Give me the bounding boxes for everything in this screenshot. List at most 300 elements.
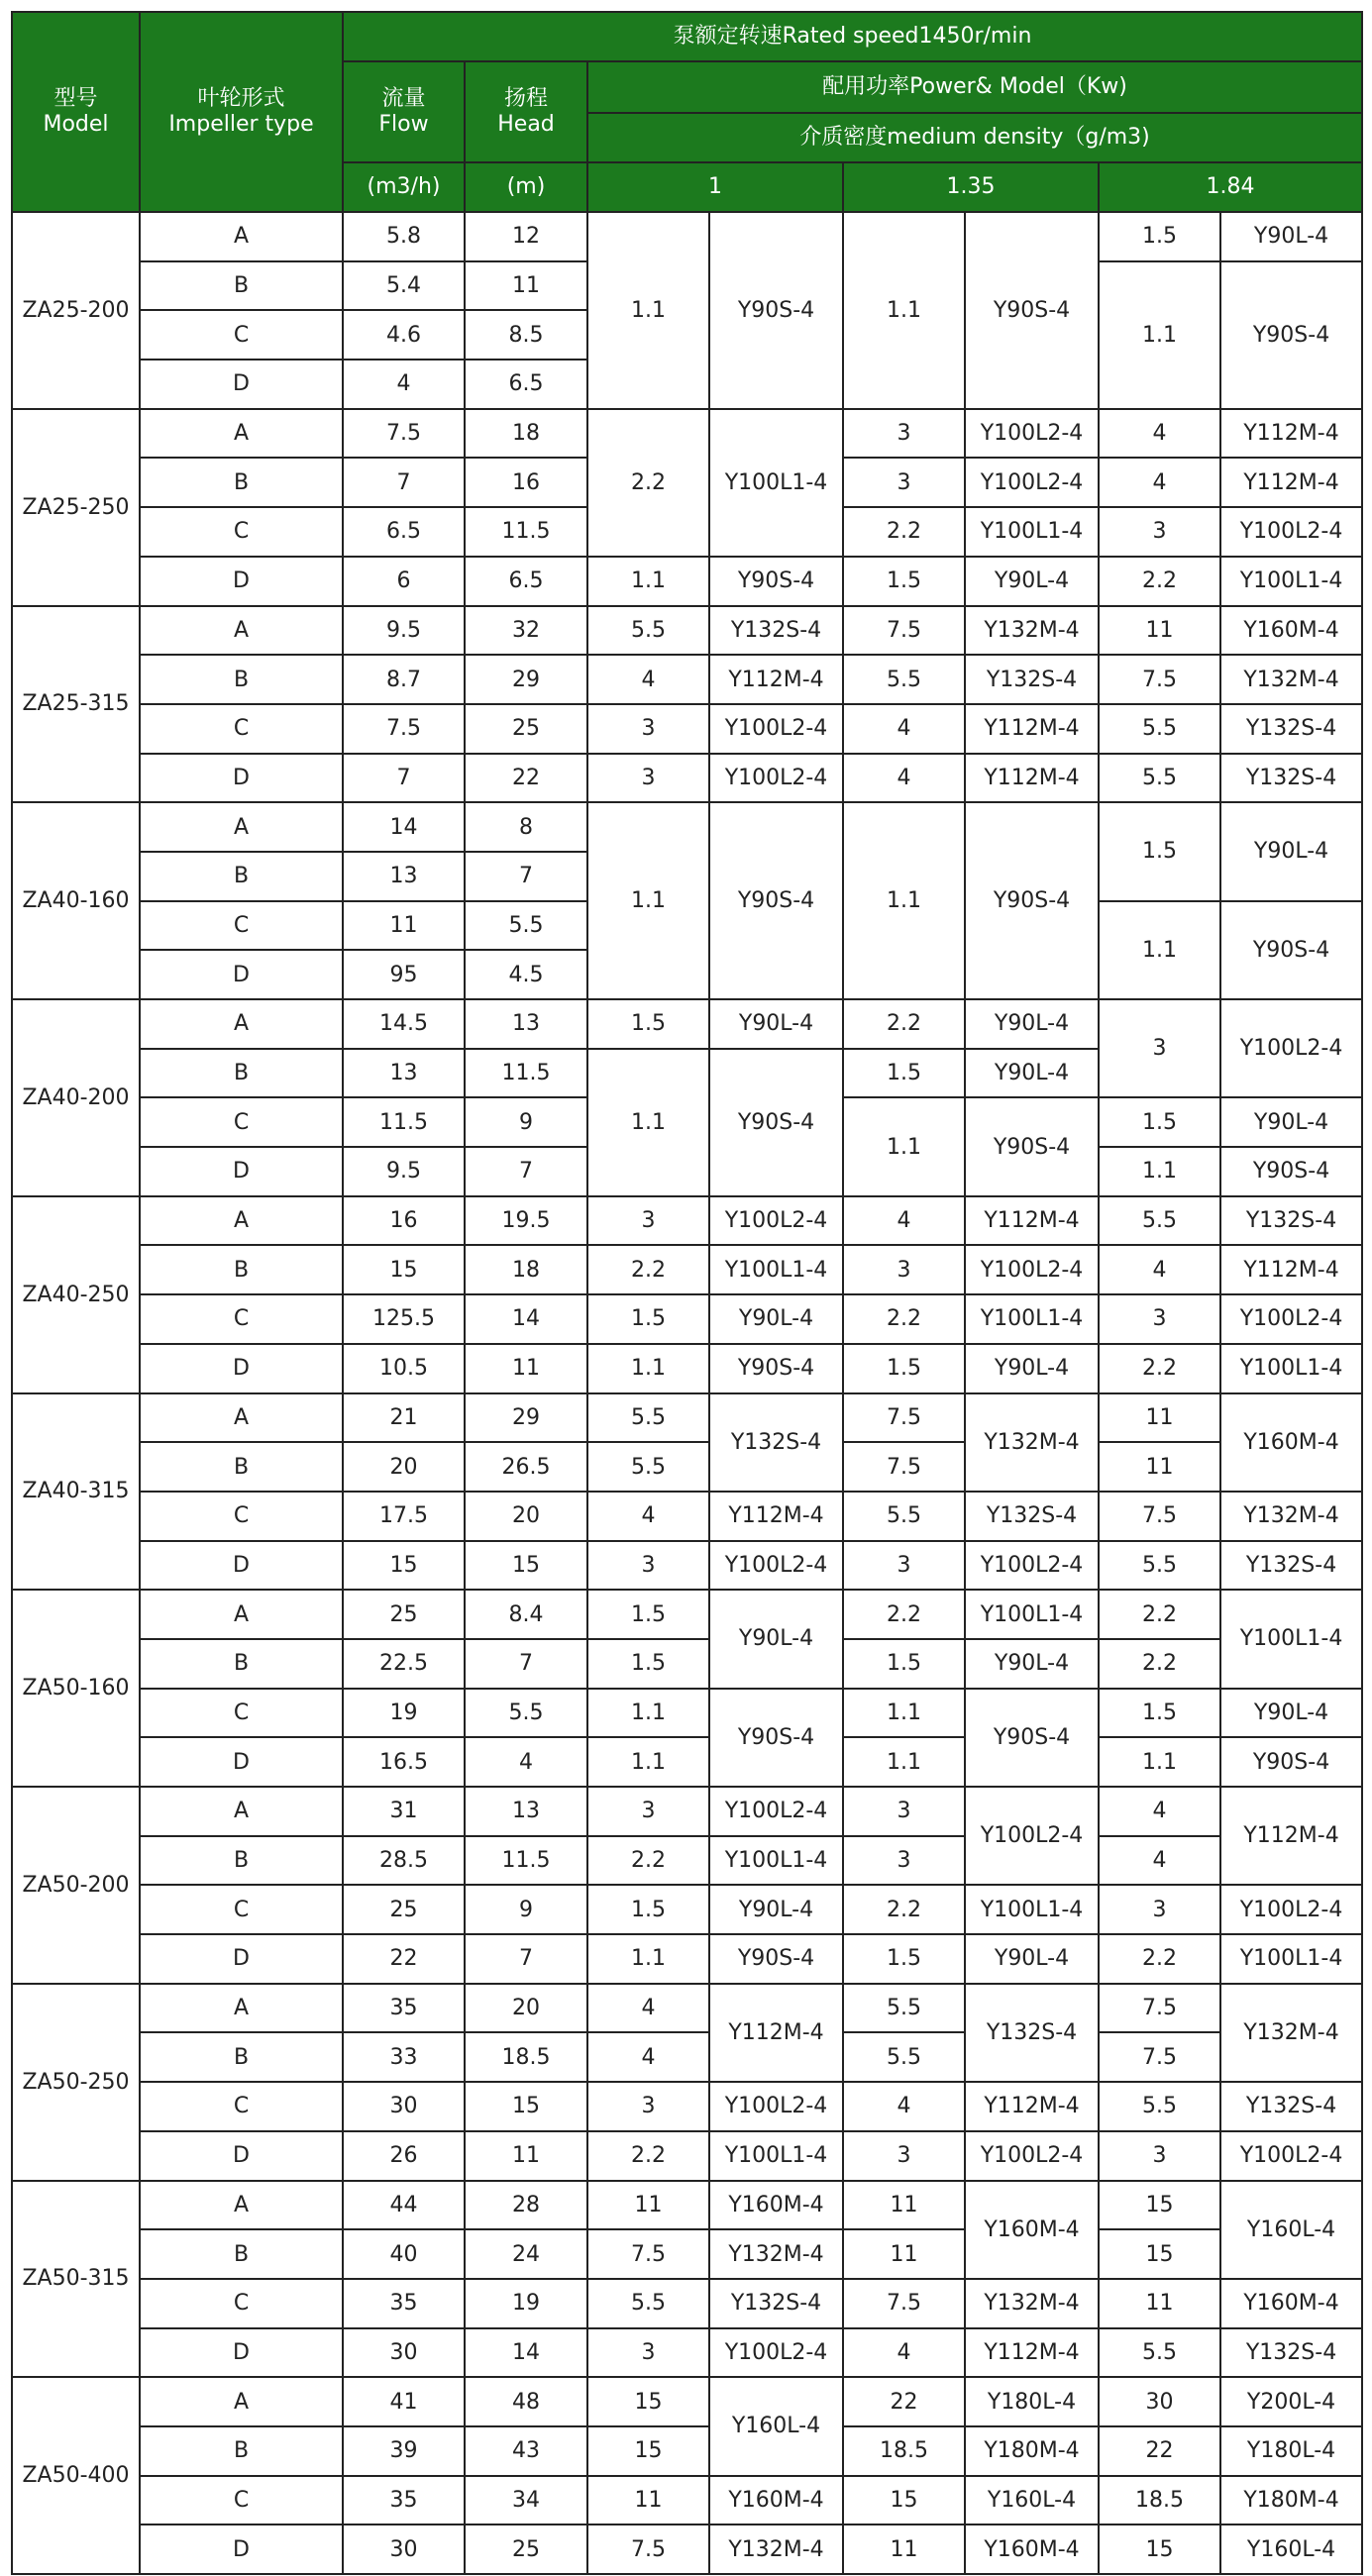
head-cell: 29	[465, 655, 587, 704]
power-model-cell: 2.2	[587, 1245, 709, 1294]
head-cell: 20	[465, 1492, 587, 1541]
power-model-cell: Y90S-4	[709, 1934, 843, 1984]
table-row	[12, 999, 1362, 1049]
head-cell: 9	[465, 1885, 587, 1934]
power-model-cell: Y90L-4	[1220, 802, 1362, 900]
flow-cell: 125.5	[343, 1294, 465, 1344]
power-model-cell: 1.1	[587, 802, 709, 999]
power-model-cell: 1.5	[587, 1885, 709, 1934]
power-model-cell: Y132S-4	[1220, 2328, 1362, 2378]
power-model-cell: Y132M-4	[1220, 1984, 1362, 2082]
flow-cell: 28.5	[343, 1836, 465, 1886]
head-cell: 8.4	[465, 1590, 587, 1639]
head-cell: 6.5	[465, 557, 587, 606]
power-model-cell: Y112M-4	[1220, 409, 1362, 459]
flow-cell: 7	[343, 754, 465, 803]
head-cell: 22	[465, 754, 587, 803]
power-model-cell: Y132M-4	[709, 2229, 843, 2279]
impeller-cell: D	[140, 1934, 343, 1984]
power-model-cell: 3	[843, 409, 965, 459]
head-cell: 18.5	[465, 2032, 587, 2082]
power-model-cell: Y132S-4	[709, 2279, 843, 2328]
head-cell: 24	[465, 2229, 587, 2279]
flow-cell: 39	[343, 2426, 465, 2476]
impeller-cell: B	[140, 1639, 343, 1689]
power-model-cell: Y112M-4	[965, 2082, 1099, 2131]
power-model-cell: Y160M-4	[1220, 1393, 1362, 1492]
head-cell: 43	[465, 2426, 587, 2476]
impeller-cell: C	[140, 901, 343, 951]
header-density-1-84: 1.84	[1099, 162, 1362, 212]
model-cell: ZA40-315	[12, 1393, 140, 1591]
power-model-cell: 1.5	[1099, 1097, 1220, 1147]
flow-cell: 44	[343, 2181, 465, 2230]
power-model-cell: 15	[843, 2476, 965, 2525]
flow-cell: 8.7	[343, 655, 465, 704]
header-head-unit: (m)	[465, 162, 587, 212]
table-row	[12, 704, 1362, 754]
power-model-cell: 2.2	[587, 409, 709, 557]
power-model-cell: Y180M-4	[1220, 2476, 1362, 2525]
power-model-cell: Y112M-4	[1220, 1245, 1362, 1294]
power-model-cell: 4	[587, 1492, 709, 1541]
power-model-cell: Y160L-4	[965, 2476, 1099, 2525]
power-model-cell: 1.5	[587, 1590, 709, 1639]
power-model-cell: 4	[1099, 1245, 1220, 1294]
table-row	[12, 2229, 1362, 2279]
power-model-cell: Y90L-4	[965, 1344, 1099, 1393]
power-model-cell: Y100L1-4	[965, 507, 1099, 557]
power-model-cell: Y90S-4	[709, 1344, 843, 1393]
power-model-cell: Y100L2-4	[709, 704, 843, 754]
power-model-cell: Y100L2-4	[965, 458, 1099, 507]
power-model-cell: 3	[843, 1541, 965, 1591]
head-cell: 7	[465, 1147, 587, 1196]
power-model-cell: 7.5	[843, 606, 965, 656]
power-model-cell: Y160M-4	[709, 2476, 843, 2525]
power-model-cell: Y100L2-4	[709, 2082, 843, 2131]
power-model-cell: Y90L-4	[709, 999, 843, 1049]
power-model-cell: 3	[587, 704, 709, 754]
power-model-cell: 1.1	[1099, 1147, 1220, 1196]
power-model-cell: 1.5	[587, 1294, 709, 1344]
model-cell: ZA40-200	[12, 999, 140, 1196]
header-density-1-35: 1.35	[843, 162, 1099, 212]
power-model-cell: Y100L1-4	[709, 2131, 843, 2181]
power-model-cell: 15	[587, 2426, 709, 2476]
power-model-cell: 1.5	[843, 1934, 965, 1984]
table-row	[12, 557, 1362, 606]
flow-cell: 5.4	[343, 261, 465, 311]
power-model-cell: 1.1	[587, 1737, 709, 1787]
table-row	[12, 2131, 1362, 2181]
flow-cell: 22	[343, 1934, 465, 1984]
power-model-cell: 1.1	[587, 557, 709, 606]
impeller-cell: A	[140, 802, 343, 852]
power-model-cell: Y100L2-4	[965, 1245, 1099, 1294]
power-model-cell: Y90S-4	[965, 802, 1099, 999]
table-row	[12, 2377, 1362, 2426]
power-model-cell: Y112M-4	[965, 704, 1099, 754]
table-row	[12, 409, 1362, 459]
head-cell: 48	[465, 2377, 587, 2426]
power-model-cell: 5.5	[1099, 754, 1220, 803]
power-model-cell: 15	[1099, 2229, 1220, 2279]
header-power-model: 配用功率Power& Model（Kw)	[587, 61, 1362, 113]
power-model-cell: Y132M-4	[1220, 655, 1362, 704]
flow-cell: 20	[343, 1442, 465, 1492]
power-model-cell: Y160L-4	[709, 2377, 843, 2475]
power-model-cell: Y132M-4	[965, 1393, 1099, 1492]
head-cell: 11.5	[465, 1049, 587, 1098]
head-cell: 11	[465, 2131, 587, 2181]
impeller-cell: A	[140, 1196, 343, 1246]
flow-cell: 5.8	[343, 212, 465, 261]
flow-cell: 6	[343, 557, 465, 606]
head-cell: 19	[465, 2279, 587, 2328]
power-model-cell: Y160L-4	[1220, 2181, 1362, 2279]
power-model-cell: Y112M-4	[965, 754, 1099, 803]
flow-cell: 7.5	[343, 704, 465, 754]
flow-cell: 25	[343, 1590, 465, 1639]
power-model-cell: 3	[1099, 2131, 1220, 2181]
table-row	[12, 1245, 1362, 1294]
power-model-cell: 1.5	[843, 1344, 965, 1393]
impeller-cell: D	[140, 2131, 343, 2181]
power-model-cell: 2.2	[843, 1885, 965, 1934]
impeller-cell: D	[140, 2524, 343, 2574]
power-model-cell: Y90S-4	[709, 212, 843, 409]
power-model-cell: Y100L1-4	[1220, 1590, 1362, 1688]
power-model-cell: 3	[587, 2082, 709, 2131]
table-row	[12, 2328, 1362, 2378]
power-model-cell: 22	[843, 2377, 965, 2426]
power-model-cell: 1.5	[843, 557, 965, 606]
impeller-cell: B	[140, 458, 343, 507]
power-model-cell: 1.1	[843, 802, 965, 999]
power-model-cell: Y132S-4	[965, 655, 1099, 704]
power-model-cell: 4	[1099, 1836, 1220, 1886]
power-model-cell: 3	[1099, 999, 1220, 1097]
power-model-cell: 4	[587, 655, 709, 704]
power-model-cell: 3	[843, 1787, 965, 1836]
power-model-cell: Y100L1-4	[1220, 1344, 1362, 1393]
power-model-cell: Y100L2-4	[965, 2131, 1099, 2181]
power-model-cell: 4	[843, 1196, 965, 1246]
table-row	[12, 1541, 1362, 1591]
flow-cell: 9.5	[343, 1147, 465, 1196]
impeller-cell: A	[140, 409, 343, 459]
head-cell: 16	[465, 458, 587, 507]
power-model-cell: Y100L2-4	[965, 409, 1099, 459]
flow-cell: 40	[343, 2229, 465, 2279]
power-model-cell: Y132M-4	[1220, 1492, 1362, 1541]
power-model-cell: Y132S-4	[1220, 704, 1362, 754]
power-model-cell: Y100L1-4	[1220, 1934, 1362, 1984]
power-model-cell: Y90L-4	[1220, 1097, 1362, 1147]
power-model-cell: 7.5	[1099, 1984, 1220, 2033]
impeller-cell: D	[140, 1541, 343, 1591]
power-model-cell: Y132S-4	[965, 1984, 1099, 2082]
power-model-cell: Y100L2-4	[709, 754, 843, 803]
power-model-cell: 2.2	[1099, 1934, 1220, 1984]
power-model-cell: Y160M-4	[1220, 606, 1362, 656]
table-row	[12, 2181, 1362, 2230]
flow-cell: 26	[343, 2131, 465, 2181]
power-model-cell: Y112M-4	[965, 1196, 1099, 1246]
power-model-cell: Y100L1-4	[709, 409, 843, 557]
head-cell: 25	[465, 2524, 587, 2574]
power-model-cell: Y160L-4	[1220, 2524, 1362, 2574]
power-model-cell: 7.5	[587, 2524, 709, 2574]
head-cell: 5.5	[465, 901, 587, 951]
flow-cell: 11	[343, 901, 465, 951]
flow-cell: 30	[343, 2328, 465, 2378]
flow-cell: 21	[343, 1393, 465, 1443]
power-model-cell: Y90L-4	[709, 1590, 843, 1688]
power-model-cell: 7.5	[1099, 1492, 1220, 1541]
power-model-cell: 3	[587, 754, 709, 803]
power-model-cell: Y132M-4	[709, 2524, 843, 2574]
table-row	[12, 1590, 1362, 1639]
flow-cell: 22.5	[343, 1639, 465, 1689]
power-model-cell: Y100L2-4	[1220, 507, 1362, 557]
impeller-cell: D	[140, 754, 343, 803]
power-model-cell: 22	[1099, 2426, 1220, 2476]
power-model-cell: Y160M-4	[1220, 2279, 1362, 2328]
impeller-cell: A	[140, 212, 343, 261]
power-model-cell: 2.2	[843, 999, 965, 1049]
power-model-cell: 7.5	[843, 2279, 965, 2328]
impeller-cell: B	[140, 2032, 343, 2082]
power-model-cell: Y90S-4	[1220, 1147, 1362, 1196]
head-cell: 11.5	[465, 1836, 587, 1886]
impeller-cell: A	[140, 606, 343, 656]
power-model-cell: Y100L1-4	[709, 1836, 843, 1886]
power-model-cell: 4	[843, 754, 965, 803]
impeller-cell: C	[140, 704, 343, 754]
power-model-cell: Y90S-4	[965, 1097, 1099, 1195]
power-model-cell: Y100L2-4	[1220, 1294, 1362, 1344]
table-row	[12, 2524, 1362, 2574]
power-model-cell: 4	[843, 2082, 965, 2131]
power-model-cell: Y132S-4	[709, 1393, 843, 1492]
impeller-cell: B	[140, 852, 343, 901]
flow-cell: 13	[343, 1049, 465, 1098]
power-model-cell: 1.5	[843, 1639, 965, 1689]
flow-cell: 17.5	[343, 1492, 465, 1541]
table-row	[12, 754, 1362, 803]
impeller-cell: D	[140, 360, 343, 409]
power-model-cell: 1.5	[1099, 802, 1220, 900]
impeller-cell: B	[140, 261, 343, 311]
flow-cell: 7.5	[343, 409, 465, 459]
power-model-cell: 5.5	[843, 2032, 965, 2082]
power-model-cell: Y100L1-4	[1220, 557, 1362, 606]
model-cell: ZA25-250	[12, 409, 140, 606]
impeller-cell: D	[140, 557, 343, 606]
power-model-cell: 5.5	[1099, 2328, 1220, 2378]
table-row	[12, 2082, 1362, 2131]
header-impeller-type: 叶轮形式 Impeller type	[140, 12, 343, 212]
flow-cell: 30	[343, 2524, 465, 2574]
power-model-cell: 2.2	[1099, 557, 1220, 606]
head-cell: 32	[465, 606, 587, 656]
header-model: 型号 Model	[12, 12, 140, 212]
power-model-cell: Y112M-4	[709, 1492, 843, 1541]
table-row	[12, 606, 1362, 656]
table-row	[12, 1885, 1362, 1934]
power-model-cell: 1.5	[1099, 1689, 1220, 1738]
power-model-cell: 11	[843, 2524, 965, 2574]
power-model-cell: 5.5	[1099, 1541, 1220, 1591]
power-model-cell: 11	[1099, 606, 1220, 656]
power-model-cell: 1.1	[843, 1689, 965, 1738]
flow-cell: 14.5	[343, 999, 465, 1049]
model-cell: ZA50-250	[12, 1984, 140, 2181]
power-model-cell: 2.2	[1099, 1344, 1220, 1393]
power-model-cell: Y100L2-4	[965, 1787, 1099, 1885]
table-body	[12, 212, 1362, 2574]
power-model-cell: 1.5	[843, 1049, 965, 1098]
table-row	[12, 1737, 1362, 1787]
power-model-cell: Y160M-4	[709, 2181, 843, 2230]
head-cell: 9	[465, 1097, 587, 1147]
power-model-cell: Y90S-4	[709, 1689, 843, 1787]
power-model-cell: 2.2	[587, 2131, 709, 2181]
power-model-cell: 4	[1099, 409, 1220, 459]
power-model-cell: 2.2	[843, 1294, 965, 1344]
head-cell: 7	[465, 852, 587, 901]
table-row	[12, 1294, 1362, 1344]
head-cell: 7	[465, 1934, 587, 1984]
head-cell: 14	[465, 1294, 587, 1344]
head-cell: 25	[465, 704, 587, 754]
power-model-cell: Y90L-4	[1220, 212, 1362, 261]
power-model-cell: 1.1	[843, 212, 965, 409]
impeller-cell: D	[140, 1737, 343, 1787]
table-row	[12, 2279, 1362, 2328]
header-head: 扬程 Head	[465, 61, 587, 162]
power-model-cell: 30	[1099, 2377, 1220, 2426]
power-model-cell: Y200L-4	[1220, 2377, 1362, 2426]
table-row	[12, 1984, 1362, 2033]
power-model-cell: Y90S-4	[1220, 901, 1362, 999]
power-model-cell: 1.5	[1099, 212, 1220, 261]
power-model-cell: Y100L1-4	[965, 1590, 1099, 1639]
flow-cell: 35	[343, 2476, 465, 2525]
impeller-cell: C	[140, 1885, 343, 1934]
head-cell: 15	[465, 1541, 587, 1591]
power-model-cell: 18.5	[843, 2426, 965, 2476]
power-model-cell: Y100L2-4	[709, 1196, 843, 1246]
power-model-cell: 11	[587, 2181, 709, 2230]
power-model-cell: 5.5	[1099, 704, 1220, 754]
flow-cell: 10.5	[343, 1344, 465, 1393]
power-model-cell: 2.2	[843, 1590, 965, 1639]
impeller-cell: B	[140, 1049, 343, 1098]
power-model-cell: 4	[587, 2032, 709, 2082]
table-row	[12, 212, 1362, 261]
impeller-cell: C	[140, 2082, 343, 2131]
power-model-cell: 1.1	[1099, 901, 1220, 999]
power-model-cell: 2.2	[587, 1836, 709, 1886]
impeller-cell: C	[140, 1492, 343, 1541]
power-model-cell: 11	[1099, 1442, 1220, 1492]
impeller-cell: D	[140, 2328, 343, 2378]
head-cell: 12	[465, 212, 587, 261]
head-cell: 7	[465, 1639, 587, 1689]
impeller-cell: C	[140, 507, 343, 557]
power-model-cell: 3	[1099, 1294, 1220, 1344]
power-model-cell: Y90L-4	[965, 1639, 1099, 1689]
power-model-cell: 4	[1099, 1787, 1220, 1836]
power-model-cell: 11	[843, 2229, 965, 2279]
head-cell: 4.5	[465, 950, 587, 999]
head-cell: 18	[465, 1245, 587, 1294]
power-model-cell: 3	[843, 1836, 965, 1886]
power-model-cell: Y90S-4	[1220, 261, 1362, 409]
power-model-cell: Y100L2-4	[709, 1541, 843, 1591]
table-row	[12, 1689, 1362, 1738]
power-model-cell: Y132S-4	[1220, 1541, 1362, 1591]
power-model-cell: Y100L2-4	[1220, 999, 1362, 1097]
power-model-cell: 15	[1099, 2181, 1220, 2230]
power-model-cell: 3	[843, 2131, 965, 2181]
flow-cell: 25	[343, 1885, 465, 1934]
flow-cell: 9.5	[343, 606, 465, 656]
head-cell: 28	[465, 2181, 587, 2230]
power-model-cell: Y112M-4	[1220, 1787, 1362, 1885]
impeller-cell: A	[140, 1787, 343, 1836]
power-model-cell: 3	[843, 1245, 965, 1294]
power-model-cell: 4	[843, 704, 965, 754]
power-model-cell: 4	[843, 2328, 965, 2378]
power-model-cell: Y90L-4	[965, 999, 1099, 1049]
impeller-cell: C	[140, 2476, 343, 2525]
head-cell: 29	[465, 1393, 587, 1443]
power-model-cell: 1.5	[587, 1639, 709, 1689]
power-model-cell: 5.5	[1099, 1196, 1220, 1246]
power-model-cell: 3	[843, 458, 965, 507]
impeller-cell: A	[140, 1984, 343, 2033]
power-model-cell: Y132S-4	[1220, 754, 1362, 803]
power-model-cell: 5.5	[843, 1492, 965, 1541]
flow-cell: 33	[343, 2032, 465, 2082]
flow-cell: 41	[343, 2377, 465, 2426]
power-model-cell: 7.5	[587, 2229, 709, 2279]
power-model-cell: 1.1	[1099, 1737, 1220, 1787]
head-cell: 18	[465, 409, 587, 459]
power-model-cell: 5.5	[587, 1393, 709, 1443]
power-model-cell: 15	[587, 2377, 709, 2426]
impeller-cell: B	[140, 2426, 343, 2476]
power-model-cell: 5.5	[587, 606, 709, 656]
power-model-cell: 2.2	[843, 507, 965, 557]
power-model-cell: 7.5	[843, 1393, 965, 1443]
power-model-cell: 3	[587, 1541, 709, 1591]
table-row	[12, 1344, 1362, 1393]
head-cell: 13	[465, 999, 587, 1049]
power-model-cell: Y100L2-4	[1220, 2131, 1362, 2181]
power-model-cell: 1.1	[843, 1097, 965, 1195]
power-model-cell: 4	[587, 1984, 709, 2033]
power-model-cell: Y132S-4	[709, 606, 843, 656]
power-model-cell: 1.1	[843, 1737, 965, 1787]
power-model-cell: Y180L-4	[1220, 2426, 1362, 2476]
impeller-cell: C	[140, 2279, 343, 2328]
model-cell: ZA50-160	[12, 1590, 140, 1787]
